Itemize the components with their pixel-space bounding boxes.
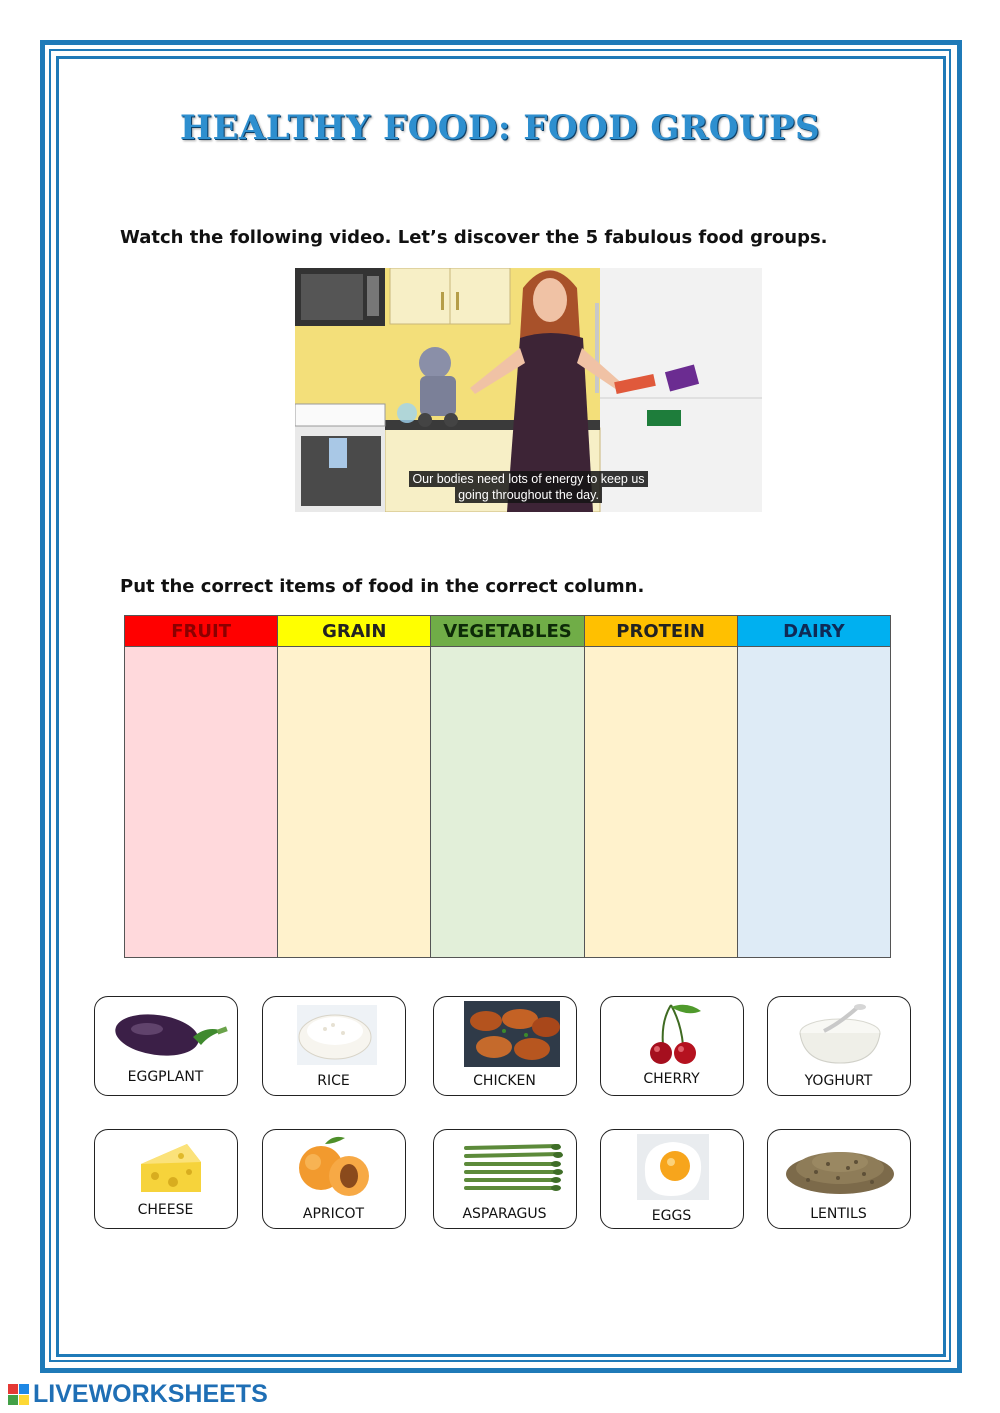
food-label: RICE: [317, 1073, 350, 1089]
food-label: APRICOT: [302, 1206, 365, 1222]
video-caption-line2: going throughout the day.: [455, 487, 602, 503]
food-card-asparagus[interactable]: [433, 1129, 577, 1229]
page-title: HEALTHY FOOD: FOOD GROUPS: [179, 108, 821, 148]
drop-zone-grain[interactable]: [278, 647, 431, 958]
video-caption-line1: Our bodies need lots of energy to keep us: [409, 471, 647, 487]
food-label: EGGPLANT: [127, 1069, 204, 1085]
column-header-dairy: DAIRY: [737, 616, 890, 647]
video-instruction: Watch the following video. Let’s discover the 5 fabulous food groups.: [120, 227, 828, 248]
food-card-chicken[interactable]: [433, 996, 577, 1096]
brand-name: LIVEWORKSHEETS: [33, 1379, 268, 1408]
food-label: LENTILS: [810, 1206, 867, 1222]
video-player[interactable]: [295, 268, 762, 512]
drop-zone-vegetables[interactable]: [431, 647, 584, 958]
food-label: YOGHURT: [804, 1073, 873, 1089]
rice-icon: [263, 1001, 404, 1067]
food-card-eggs[interactable]: [600, 1129, 744, 1229]
food-card-cheese[interactable]: [94, 1129, 238, 1229]
column-header-protein: PROTEIN: [584, 616, 737, 647]
cherry-icon: [601, 1001, 742, 1067]
cheese-icon: [95, 1134, 236, 1200]
food-card-lentils[interactable]: [767, 1129, 911, 1229]
food-card-eggplant[interactable]: [94, 996, 238, 1096]
eggplant-icon: [95, 1001, 236, 1067]
food-label: CHICKEN: [473, 1073, 536, 1089]
food-groups-table: [124, 615, 891, 958]
food-label: CHERRY: [643, 1071, 700, 1087]
chicken-icon: [434, 1001, 575, 1067]
column-header-vegetables: VEGETABLES: [431, 616, 584, 647]
food-card-rice[interactable]: [262, 996, 406, 1096]
food-label: ASPARAGUS: [462, 1206, 547, 1222]
food-card-apricot[interactable]: [262, 1129, 406, 1229]
egg-icon: [601, 1134, 742, 1200]
drop-zone-dairy[interactable]: [737, 647, 890, 958]
lentils-icon: [768, 1134, 909, 1200]
drop-zone-protein[interactable]: [584, 647, 737, 958]
food-card-cherry[interactable]: [600, 996, 744, 1096]
table-instruction: Put the correct items of food in the correct column.: [120, 576, 645, 597]
asparagus-icon: [434, 1134, 575, 1200]
food-label: EGGS: [651, 1208, 692, 1224]
yoghurt-icon: [768, 1001, 909, 1067]
liveworksheets-logo: [8, 1379, 268, 1408]
column-header-grain: GRAIN: [278, 616, 431, 647]
food-label: CHEESE: [137, 1202, 194, 1218]
food-card-yoghurt[interactable]: [767, 996, 911, 1096]
column-header-fruit: FRUIT: [125, 616, 278, 647]
logo-blocks-icon: [8, 1384, 29, 1405]
apricot-icon: [263, 1134, 404, 1200]
drop-zone-fruit[interactable]: [125, 647, 278, 958]
